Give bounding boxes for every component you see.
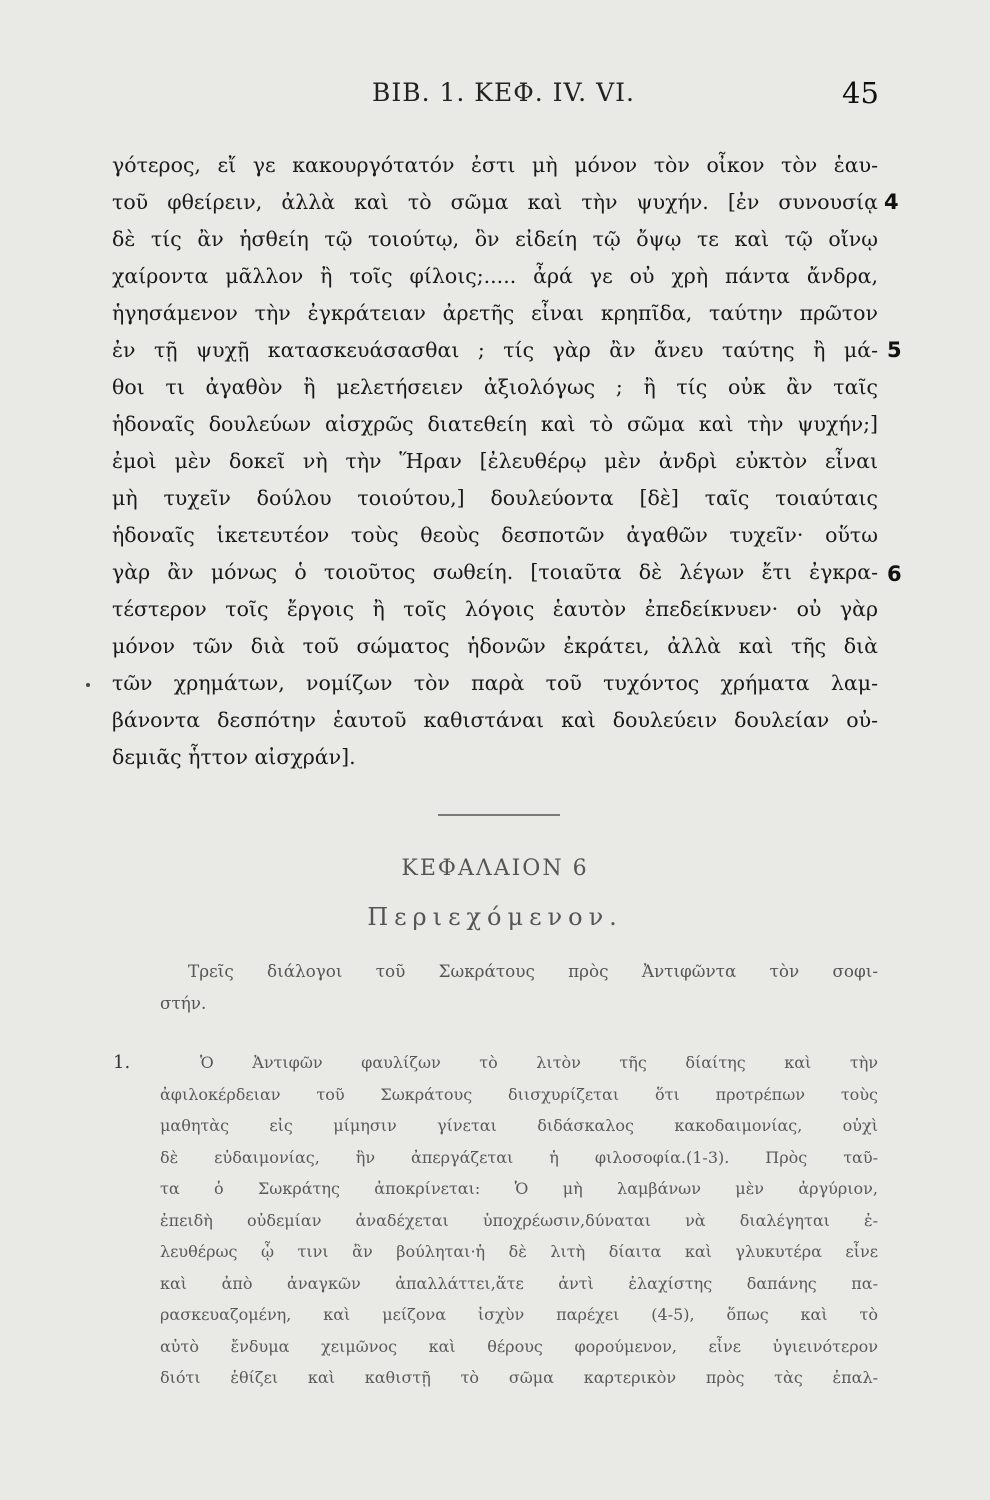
summary-line: λευθέρως ᾧ τινι ἂν βούληται·ἡ δὲ λιτὴ δίαιτα καὶ γλυκυτέρα εἶνε — [160, 1242, 878, 1261]
text-line: ἡδοναῖς δουλεύων αἰσχρῶς διατεθείη καὶ τὸ σῶμα καὶ τὴν ψυχήν;] — [112, 412, 878, 436]
summary-body — [160, 1047, 878, 1394]
summary-line: καὶ ἀπὸ ἀναγκῶν ἀπαλλάττει,ἅτε ἀντὶ ἐλαχίστης δαπάνης πα- — [160, 1273, 878, 1293]
text-line: τοῦ φθείρειν, ἀλλὰ καὶ τὸ σῶμα καὶ τὴν ψυχήν. [ἐν συνουσίᾳ — [112, 190, 878, 214]
summary-line: αὐτὸ ἔνδυμα χειμῶνος καὶ θέρους φορούμενον, εἶνε ὑγιεινότερον — [160, 1336, 878, 1356]
text-line: ἡδοναῖς ἱκετευτέον τοὺς θεοὺς δεσποτῶν ἀγαθῶν τυχεῖν· οὕτω — [112, 523, 878, 547]
text-line: χαίροντα μᾶλλον ἢ τοῖς φίλοις;..... ἆρά γε οὐ χρὴ πάντα ἄνδρα, — [112, 264, 878, 288]
section-divider — [438, 814, 560, 816]
page-number: 45 — [842, 76, 879, 110]
summary-line: ἐπειδὴ οὐδεμίαν ἀναδέχεται ὑποχρέωσιν,δύναται νὰ διαλέγηται ἐ- — [160, 1210, 878, 1230]
summary-line: στήν. — [160, 993, 207, 1013]
summary-line: Ὁ Ἀντιφῶν φαυλίζων τὸ λιτὸν τῆς δίαίτης καὶ τὴν — [200, 1053, 878, 1072]
text-line: μὴ τυχεῖν δούλου τοιούτου,] δουλεύοντα [δὲ] ταῖς τοιαύταις — [112, 486, 878, 510]
main-text-block — [112, 147, 878, 776]
summary-line: δὲ εὐδαιμονίας, ἣν ἀπεργάζεται ἡ φιλοσοφία.(1-3). Πρὸς ταῦ- — [160, 1147, 878, 1167]
summary-intro — [160, 955, 878, 1019]
margin-number: 6 — [887, 562, 902, 586]
chapter-heading: ΚΕΦΑΛΑΙΟΝ 6 — [401, 856, 589, 881]
section-number: 1. — [113, 1052, 131, 1073]
running-head: ΒΙΒ. 1. ΚΕΦ. IV. VI. — [372, 78, 635, 107]
text-line: θοι τι ἀγαθὸν ἢ μελετήσειεν ἀξιολόγως ; ἢ τίς οὐκ ἂν ταῖς — [112, 375, 878, 399]
summary-line: ρασκευαζομένη, καὶ μείζονα ἰσχὺν παρέχει (4-5), ὅπως καὶ τὸ — [160, 1305, 878, 1324]
text-line: ἐν τῇ ψυχῇ κατασκευάσασθαι ; τίς γὰρ ἂν ἄνευ ταύτης ἢ μά- — [112, 338, 878, 362]
text-line: μόνον τῶν διὰ τοῦ σώματος ἡδονῶν ἐκράτει, ἀλλὰ καὶ τῆς διὰ — [112, 634, 878, 658]
print-speck — [86, 683, 90, 687]
summary-line: ἀφιλοκέρδειαν τοῦ Σωκράτους διισχυρίζεται ὅτι προτρέπων τοὺς — [160, 1084, 878, 1104]
text-line: τῶν χρημάτων, νομίζων τὸν παρὰ τοῦ τυχόντος χρήματα λαμ- — [112, 671, 878, 695]
margin-number: 4 — [884, 190, 899, 214]
text-line: γὰρ ἂν μόνως ὁ τοιοῦτος σωθείη. [τοιαῦτα δὲ λέγων ἔτι ἐγκρα- — [112, 560, 878, 584]
text-line: δὲ τίς ἂν ἡσθείη τῷ τοιούτῳ, ὃν εἰδείη τῷ ὄψῳ τε καὶ τῷ οἴνῳ — [112, 227, 878, 251]
contents-heading: Περιεχόμενον. — [367, 903, 623, 931]
text-line: ἐμοὶ μὲν δοκεῖ νὴ τὴν Ἥραν [ἐλευθέρῳ μὲν ἀνδρὶ εὐκτὸν εἶναι — [112, 449, 878, 473]
text-line: δεμιᾶς ἧττον αἰσχράν]. — [112, 745, 356, 769]
text-line: γότερος, εἴ γε κακουργότατόν ἐστι μὴ μόνον τὸν οἶκον τὸν ἑαυ- — [112, 153, 878, 177]
summary-line: μαθητὰς εἰς μίμησιν γίνεται διδάσκαλος κακοδαιμονίας, οὐχὶ — [160, 1116, 878, 1135]
summary-line: τα ὁ Σωκράτης ἀποκρίνεται: Ὁ μὴ λαμβάνων μὲν ἀργύριον, — [160, 1179, 878, 1198]
text-line: τέστερον τοῖς ἔργοις ἢ τοῖς λόγοις ἑαυτὸν ἐπεδείκνυεν· οὐ γὰρ — [112, 597, 878, 621]
margin-number: 5 — [887, 338, 902, 362]
text-line: βάνοντα δεσπότην ἑαυτοῦ καθιστάναι καὶ δουλεύειν δουλείαν οὐ- — [112, 708, 878, 732]
text-line: ἡγησάμενον τὴν ἐγκράτειαν ἀρετῆς εἶναι κρηπῖδα, ταύτην πρῶτον — [112, 301, 878, 325]
summary-line: διότι ἐθίζει καὶ καθιστῇ τὸ σῶμα καρτερικὸν πρὸς τὰς ἐπαλ- — [160, 1368, 878, 1387]
summary-line: Τρεῖς διάλογοι τοῦ Σωκράτους πρὸς Ἀντιφῶντα τὸν σοφι- — [188, 961, 878, 981]
